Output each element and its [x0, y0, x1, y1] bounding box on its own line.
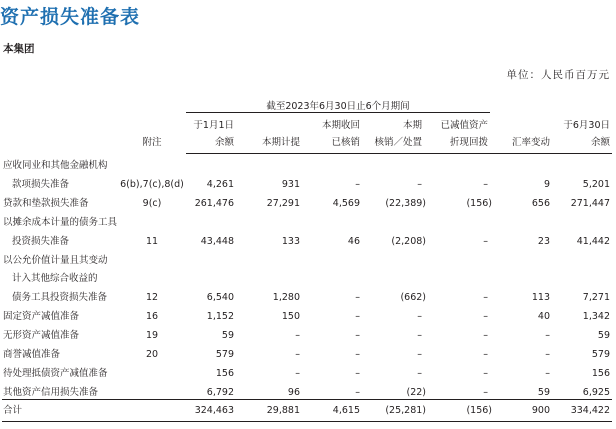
row-cell: – [355, 311, 360, 323]
row-cell: – [483, 386, 488, 398]
row-cell: (22) [406, 386, 426, 398]
table-row [0, 364, 616, 383]
row-note: 6(b),7(c),8(d) [120, 178, 184, 190]
row-label: 以摊余成本计量的债务工具 [3, 216, 118, 228]
header-fx: 汇率变动 [511, 137, 550, 148]
table-row [0, 175, 616, 194]
total-label: 合计 [3, 405, 23, 416]
row-cell: 9 [543, 178, 550, 190]
header-writeoff: 本期 核销／处置 [374, 120, 422, 148]
row-cell: (2,208) [391, 235, 426, 247]
total-row [0, 401, 616, 420]
row-cell: – [355, 178, 360, 190]
row-cell: 156 [215, 367, 234, 379]
row-cell: 59 [537, 386, 550, 398]
row-cell: 43,448 [200, 235, 234, 247]
row-cell: 6,540 [206, 292, 234, 304]
row-cell: 579 [215, 349, 234, 360]
row-cell: (156) [466, 197, 492, 209]
total-cell: (25,281) [385, 405, 426, 416]
row-cell: – [483, 235, 488, 247]
table-row [0, 194, 616, 213]
table-row [0, 288, 616, 307]
row-cell: – [417, 178, 422, 190]
row-note: 16 [145, 311, 159, 323]
row-cell: – [483, 292, 488, 304]
row-cell: – [417, 367, 422, 379]
row-cell: 156 [591, 367, 610, 379]
row-note: 11 [145, 235, 159, 247]
total-cell: (156) [466, 405, 492, 416]
table-row [0, 213, 616, 232]
row-cell: 1,152 [206, 311, 234, 323]
row-cell: 59 [221, 330, 234, 342]
row-cell: – [483, 311, 488, 323]
row-note: 20 [145, 349, 159, 360]
row-label: 固定资产减值准备 [3, 311, 80, 323]
unit-label: 单位：人民币百万元 [506, 69, 610, 81]
header-charge: 本期计提 [261, 137, 300, 148]
row-cell: 4,261 [206, 178, 234, 190]
row-cell: – [417, 311, 422, 323]
row-label: 商誉减值准备 [3, 349, 61, 360]
row-cell: 5,201 [582, 178, 610, 190]
table-row [0, 232, 616, 251]
row-cell: 1,342 [582, 311, 610, 323]
row-cell: – [295, 330, 300, 342]
row-cell: – [355, 367, 360, 379]
header-opening: 于1月1日 余额 [193, 120, 234, 148]
header-closing: 于6月30日 余额 [563, 120, 610, 148]
row-cell: 150 [281, 311, 300, 323]
row-cell: 1,280 [272, 292, 300, 304]
row-cell: – [417, 349, 422, 360]
row-label: 贷款和垫款损失准备 [3, 197, 89, 209]
row-cell: 931 [281, 178, 300, 190]
row-cell: 7,271 [582, 292, 610, 304]
row-label: 其他资产信用损失准备 [3, 386, 99, 398]
row-cell: 46 [347, 235, 360, 247]
header-recovered: 本期收回 已核销 [321, 120, 360, 148]
table-row [0, 156, 616, 175]
row-cell: 113 [531, 292, 550, 304]
group-label: 本集团 [3, 43, 35, 55]
total-cell: 4,615 [332, 405, 360, 416]
period-divider [186, 112, 490, 113]
header-note: 附注 [142, 137, 162, 148]
row-cell: – [483, 349, 488, 360]
row-label: 债务工具投资损失准备 [12, 292, 108, 304]
row-cell: 96 [287, 386, 300, 398]
table-row [0, 307, 616, 326]
page-title: 资产损失准备表 [0, 6, 141, 28]
header-divider [186, 153, 612, 154]
row-cell: – [483, 178, 488, 190]
total-bottom-divider [2, 421, 612, 422]
row-label: 以公允价值计量且其变动 [3, 254, 108, 266]
row-cell: – [355, 330, 360, 342]
header-unwind: 已减值资产 折现回拨 [440, 120, 488, 148]
row-cell: – [295, 367, 300, 379]
row-label: 待处理抵债资产减值准备 [3, 367, 108, 379]
row-cell: 27,291 [266, 197, 300, 209]
total-cell: 324,463 [194, 405, 234, 416]
row-note: 9(c) [142, 197, 162, 209]
row-cell: – [355, 292, 360, 304]
row-cell: – [295, 349, 300, 360]
row-cell: – [483, 330, 488, 342]
row-cell: 23 [537, 235, 550, 247]
row-label: 计入其他综合收益的 [12, 273, 98, 285]
table-row [0, 269, 616, 288]
row-cell: – [545, 330, 550, 342]
row-cell: – [545, 367, 550, 379]
row-label: 投资损失准备 [12, 235, 70, 247]
row-cell: – [355, 349, 360, 360]
row-cell: 133 [281, 235, 300, 247]
row-note: 19 [145, 330, 159, 342]
row-label: 应收同业和其他金融机构 [3, 160, 108, 171]
row-cell: 40 [537, 311, 550, 323]
row-note: 12 [145, 292, 159, 304]
total-top-divider [2, 399, 612, 400]
row-cell: – [545, 349, 550, 360]
row-cell: 656 [531, 197, 550, 209]
row-cell: 4,569 [332, 197, 360, 209]
table-row [0, 345, 616, 364]
row-cell: 6,792 [206, 386, 234, 398]
row-label: 无形资产减值准备 [3, 330, 80, 342]
row-cell: 271,447 [570, 197, 610, 209]
table-row [0, 251, 616, 270]
row-cell: – [417, 330, 422, 342]
period-header: 截至2023年6月30日止6个月期间 [266, 101, 410, 112]
total-cell: 334,422 [570, 405, 610, 416]
total-cell: 29,881 [266, 405, 300, 416]
row-cell: 579 [591, 349, 610, 360]
row-cell: (22,389) [385, 197, 426, 209]
row-cell: 261,476 [194, 197, 234, 209]
total-cell: 900 [531, 405, 550, 416]
row-cell: (662) [400, 292, 426, 304]
row-cell: 6,925 [582, 386, 610, 398]
row-cell: 59 [597, 330, 610, 342]
row-cell: – [355, 386, 360, 398]
row-cell: – [483, 367, 488, 379]
row-label: 款项损失准备 [12, 178, 70, 190]
table-row [0, 326, 616, 345]
row-cell: 41,442 [576, 235, 610, 247]
